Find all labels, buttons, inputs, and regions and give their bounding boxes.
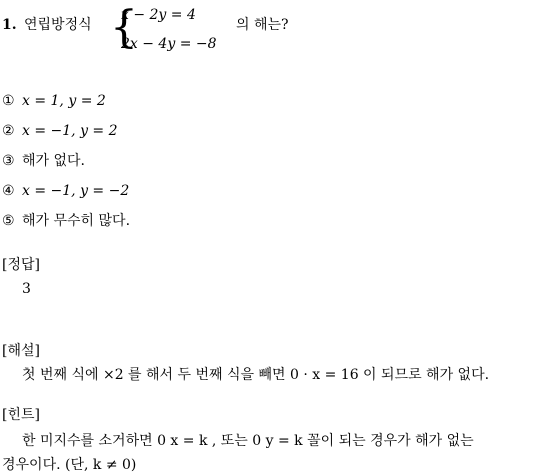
choice-mark: ② xyxy=(2,123,15,139)
choice-1 xyxy=(2,92,106,110)
choice-text: x = −1, y = −2 xyxy=(22,183,130,199)
left-brace: { xyxy=(110,2,138,53)
choice-mark: ③ xyxy=(2,153,15,169)
answer-value: 3 xyxy=(22,281,31,297)
explanation-text: 첫 번째 식에 ×2 를 해서 두 번째 식을 빼면 0 · x = 16 이 되므로 해가 없다. xyxy=(22,367,490,383)
choice-text: x = −1, y = 2 xyxy=(22,123,118,139)
choice-2 xyxy=(2,122,118,140)
question-lead: 연립방정식 xyxy=(24,17,92,33)
question-number: 1. xyxy=(2,17,17,33)
hint-line-2: 경우이다. (단, k ≠ 0) xyxy=(2,457,137,473)
hint-line-1: 한 미지수를 소거하면 0 x = k , 또는 0 y = k 꼴이 되는 경우가 해가 없는 xyxy=(22,433,474,449)
choice-text: 해가 무수히 많다. xyxy=(22,213,131,229)
choice-mark: ④ xyxy=(2,183,15,199)
choice-text: x = 1, y = 2 xyxy=(22,93,106,109)
question-tail: 의 해는? xyxy=(236,17,289,33)
explanation-label: [해설] xyxy=(2,343,40,359)
choice-mark: ① xyxy=(2,93,15,109)
choice-text: 해가 없다. xyxy=(22,153,85,169)
choice-3 xyxy=(2,152,85,170)
equation-1: x − 2y = 4 xyxy=(121,7,196,23)
choice-5 xyxy=(2,212,130,230)
choice-mark: ⑤ xyxy=(2,213,15,229)
hint-label: [힌트] xyxy=(2,407,40,423)
choice-4 xyxy=(2,182,129,200)
answer-label: [정답] xyxy=(2,257,40,273)
equation-2: 2x − 4y = −8 xyxy=(121,36,217,52)
